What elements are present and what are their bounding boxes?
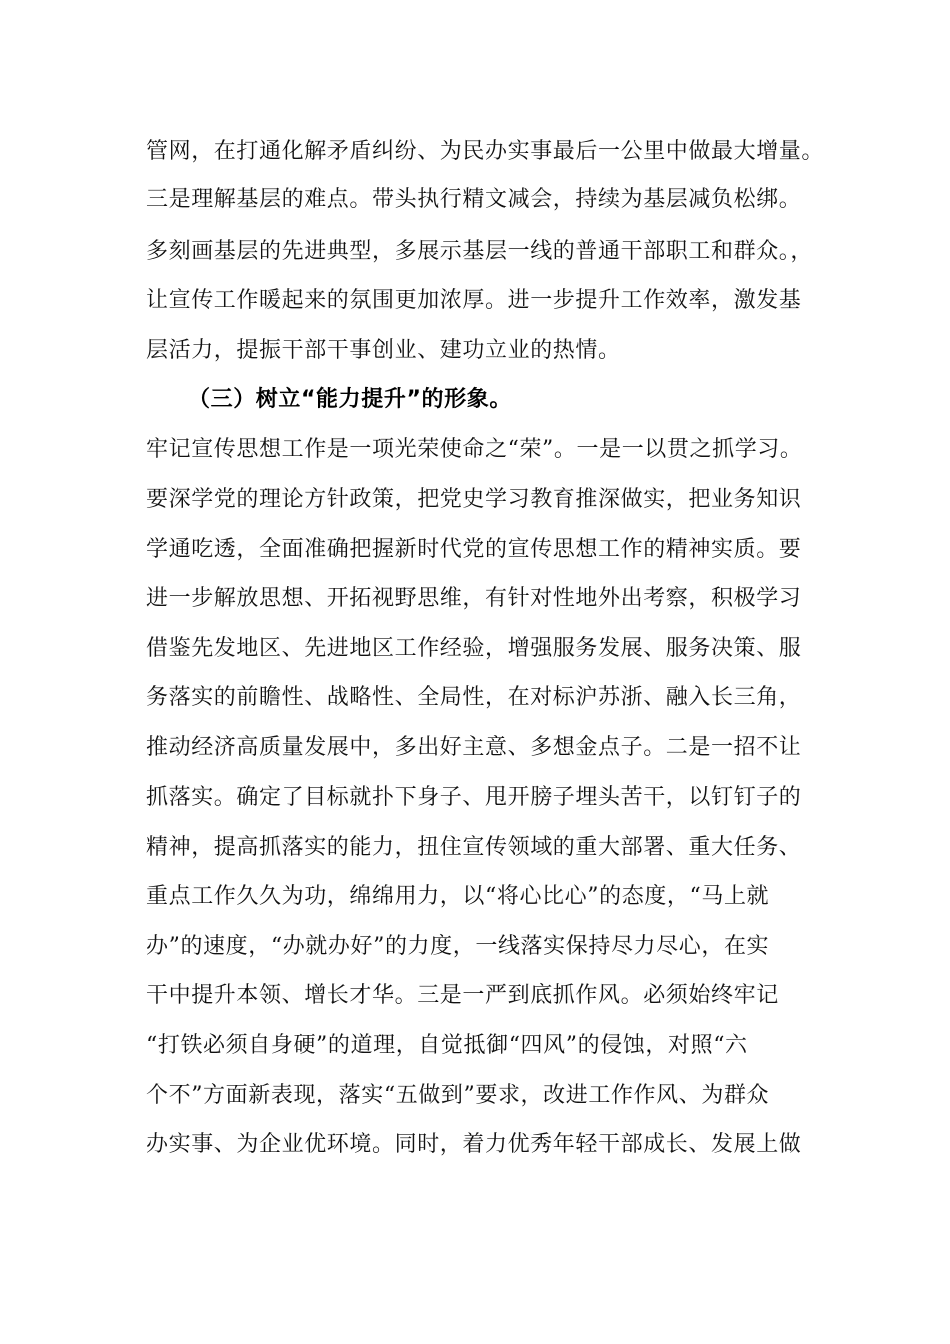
text-line: 办”的速度，“办就办好”的力度，一线落实保持尽力尽心，在实 bbox=[146, 934, 770, 959]
text-line: 干中提升本领、增长才华。三是一严到底抓作风。必须始终牢记 bbox=[146, 983, 779, 1008]
text-line: 层活力，提振干部干事创业、建功立业的热情。 bbox=[146, 338, 621, 363]
text-line: 要深学党的理论方针政策，把党史学习教育推深做实，把业务知识 bbox=[146, 487, 802, 512]
text-line: 个不”方面新表现，落实“五做到”要求，改进工作作风、为群众 bbox=[146, 1083, 770, 1108]
text-line: 管网，在打通化解矛盾纠纷、为民办实事最后一公里中做最大增量。 bbox=[146, 139, 825, 164]
text-line: 三是理解基层的难点。带头执行精文减会，持续为基层减负松绑。 bbox=[146, 187, 802, 212]
text-line: 办实事、为企业优环境。同时，着力优秀年轻干部成长、发展上做 bbox=[146, 1132, 802, 1157]
text-line: 让宣传工作暖起来的氛围更加浓厚。进一步提升工作效率，激发基 bbox=[146, 288, 802, 313]
text-line: 多刻画基层的先进典型，多展示基层一线的普通干部职工和群众。， bbox=[146, 239, 814, 264]
text-line: 学通吃透，全面准确把握新时代党的宣传思想工作的精神实质。要 bbox=[146, 537, 802, 562]
text-line: 重点工作久久为功，绵绵用力，以“将心比心”的态度，“马上就 bbox=[146, 884, 770, 909]
text-line: 进一步解放思想、开拓视野思维，有针对性地外出考察，积极学习 bbox=[146, 586, 802, 611]
text-line: 精神，提高抓落实的能力，扭住宣传领域的重大部署、重大任务、 bbox=[146, 835, 802, 860]
text-line: 牢记宣传思想工作是一项光荣使命之“荣”。一是一以贯之抓学习。 bbox=[146, 437, 803, 462]
text-line: 借鉴先发地区、先进地区工作经验，增强服务发展、服务决策、服 bbox=[146, 636, 802, 661]
text-line: 抓落实。确定了目标就扑下身子、甩开膀子埋头苦干，以钉钉子的 bbox=[146, 785, 802, 810]
text-line: “打铁必须自身硬”的道理，自觉抵御“四风”的侵蚀，对照“六 bbox=[146, 1033, 748, 1058]
text-line: 推动经济高质量发展中，多出好主意、多想金点子。二是一招不让 bbox=[146, 735, 802, 760]
text-line: 务落实的前瞻性、战略性、全局性，在对标沪苏浙、融入长三角， bbox=[146, 685, 802, 710]
section-heading: （三）树立“能力提升”的形象。 bbox=[188, 387, 512, 412]
